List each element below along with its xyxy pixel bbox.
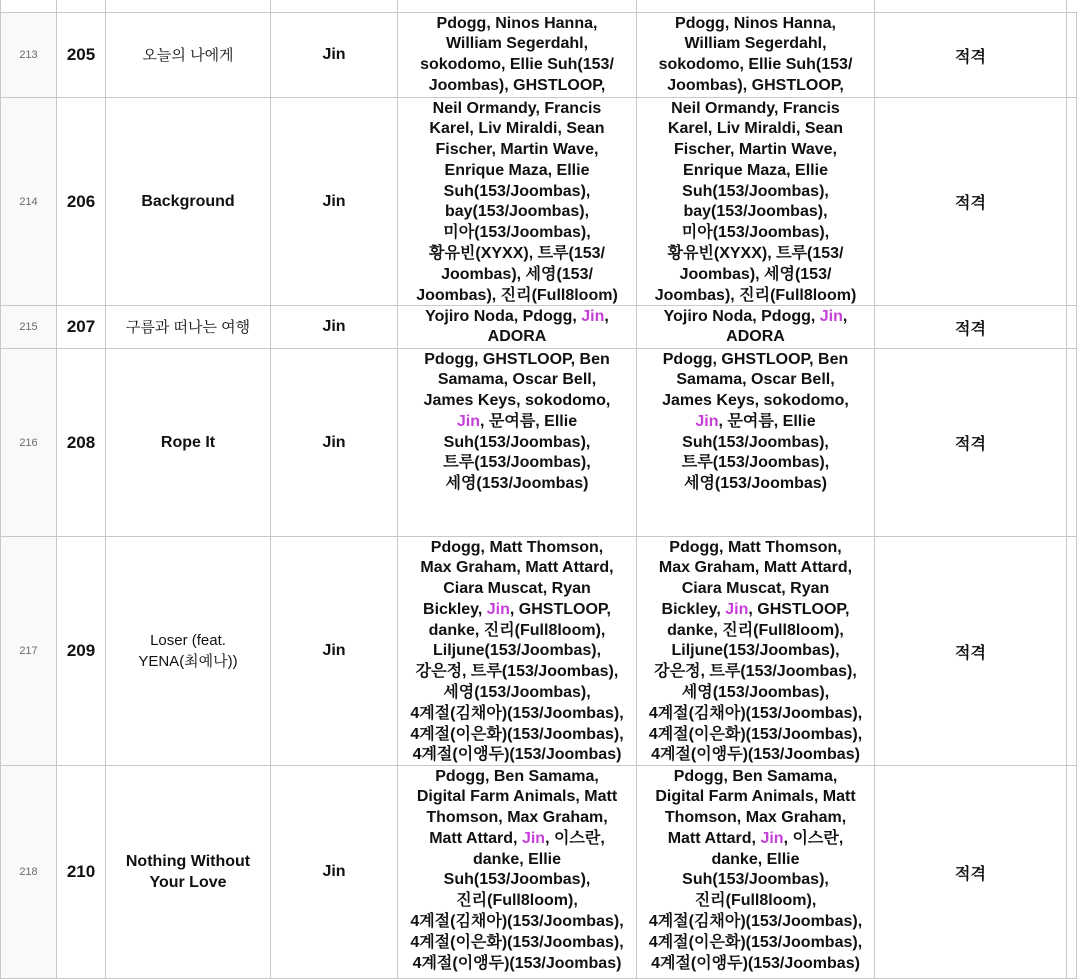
artist-name: Jin <box>322 642 346 659</box>
credits-line <box>637 412 874 433</box>
song-number-cell[interactable] <box>57 349 106 537</box>
credits-line <box>398 808 636 829</box>
credits-line <box>637 579 874 600</box>
row-number: 217 <box>19 645 38 657</box>
credits-line <box>398 412 636 433</box>
row-number: 218 <box>19 866 38 878</box>
credits-text <box>637 767 874 978</box>
song-title-line: 구름과 떠나는 여행 <box>125 318 251 336</box>
credits-line <box>637 370 874 391</box>
credits-segment: Pdogg, GHSTLOOP, Ben <box>424 350 610 368</box>
credits-segment: 미아(153/Joombas), <box>443 224 591 242</box>
credits-line <box>398 453 636 474</box>
credits-line <box>398 558 636 579</box>
song-title-line: Loser (feat. <box>150 632 226 649</box>
eligibility-status: 적격 <box>955 436 986 453</box>
credits-segment: , <box>604 307 609 325</box>
song-number: 208 <box>66 432 96 452</box>
credits-line <box>637 76 874 97</box>
credits-line <box>398 621 636 642</box>
eligibility-cell[interactable] <box>875 306 1067 349</box>
highlighted-name: Jin <box>760 829 784 847</box>
credits-line <box>398 787 636 808</box>
row-header[interactable] <box>1 537 57 766</box>
credits-segment: Fischer, Martin Wave, <box>435 141 599 159</box>
credits-line <box>398 433 636 454</box>
eligibility-cell[interactable] <box>875 766 1067 979</box>
previous-row-gridlines <box>0 0 1076 12</box>
credits-segment: Suh(153/Joombas), <box>682 871 829 889</box>
credits-segment: danke, Ellie <box>472 850 562 868</box>
credits-segment: Pdogg, Matt Thomson, <box>430 538 604 556</box>
artist-name: Jin <box>322 192 346 210</box>
row-number: 215 <box>19 321 38 333</box>
artist-name: Jin <box>322 46 346 63</box>
credits-segment: William Segerdahl, <box>684 35 827 53</box>
song-title-line: YENA(최예나)) <box>138 653 238 670</box>
artist-cell[interactable] <box>271 349 398 537</box>
credits-segment: , GHSTLOOP, <box>748 600 850 618</box>
credits-segment: Thomson, Max Graham, <box>426 809 608 827</box>
eligibility-cell[interactable] <box>875 537 1067 766</box>
lyricist-cell[interactable] <box>398 537 637 766</box>
table-row <box>1 13 1077 98</box>
credits-text <box>398 14 636 97</box>
credits-segment: 세영(153/Joombas), <box>443 684 591 702</box>
row-number: 214 <box>19 195 38 208</box>
credits-segment: Yojiro Noda, Pdogg, <box>425 307 582 325</box>
credits-line <box>398 182 636 203</box>
credits-line <box>398 725 636 746</box>
credits-line <box>637 829 874 850</box>
credits-line <box>637 808 874 829</box>
credits-segment: Digital Farm Animals, Matt <box>416 788 618 806</box>
eligibility-cell[interactable] <box>875 349 1067 537</box>
artist-cell[interactable] <box>271 306 398 349</box>
lyricist-cell[interactable] <box>398 349 637 537</box>
credits-segment: , 이스란, <box>545 829 605 847</box>
credits-segment: 세영(153/Joombas) <box>684 475 827 493</box>
lyricist-cell[interactable] <box>398 13 637 98</box>
credits-line <box>398 683 636 704</box>
credits-line <box>637 787 874 808</box>
credits-segment: Ciara Muscat, Ryan <box>443 580 591 598</box>
lyricist-cell[interactable] <box>398 766 637 979</box>
table-row <box>1 306 1077 349</box>
credits-line <box>398 370 636 391</box>
credits-line <box>398 704 636 725</box>
lyricist-cell[interactable] <box>398 306 637 349</box>
credits-segment: Ciara Muscat, Ryan <box>681 580 830 598</box>
credits-line <box>398 850 636 871</box>
credits-segment: 세영(153/Joombas), <box>681 684 830 702</box>
credits-line <box>637 538 874 559</box>
credits-segment: James Keys, sokodomo, <box>423 392 611 410</box>
credits-line <box>637 391 874 412</box>
credits-line <box>398 870 636 891</box>
credits-line <box>637 725 874 746</box>
credits-line <box>398 99 636 120</box>
credits-segment: Suh(153/Joombas), <box>443 182 591 200</box>
credits-segment: 진리(Full8loom), <box>694 892 817 910</box>
row-number: 216 <box>19 436 38 449</box>
credits-line <box>637 327 874 348</box>
song-title-cell[interactable] <box>106 13 271 98</box>
credits-segment: Pdogg, Ben Samama, <box>435 767 599 785</box>
credits-line <box>637 433 874 454</box>
credits-segment: bay(153/Joombas), <box>683 203 828 221</box>
credits-line <box>398 223 636 244</box>
credits-segment: Pdogg, Ninos Hanna, <box>675 14 836 32</box>
song-registration-table <box>0 12 1077 979</box>
table-row <box>1 766 1077 979</box>
credits-line <box>398 14 636 35</box>
credits-segment: Suh(153/Joombas), <box>443 433 591 451</box>
credits-segment: danke, 진리(Full8loom), <box>428 621 606 639</box>
credits-segment: Matt Attard, <box>667 829 761 847</box>
credits-line <box>398 933 636 954</box>
song-number-cell[interactable] <box>57 98 106 306</box>
song-title-line: Background <box>141 193 235 210</box>
credits-segment: Neil Ormandy, Francis <box>432 99 602 117</box>
credits-segment: 4계절(김채아)(153/Joombas), <box>648 913 863 931</box>
credits-segment: 미아(153/Joombas), <box>681 224 830 242</box>
credits-segment: danke, 진리(Full8loom), <box>667 621 844 639</box>
credits-line <box>398 767 636 788</box>
credits-line <box>637 704 874 725</box>
credits-segment: 트루(153/Joombas), <box>443 454 591 472</box>
credits-segment: , 문여름, Ellie <box>480 412 578 430</box>
credits-line <box>398 119 636 140</box>
credits-segment: Samama, Oscar Bell, <box>676 371 835 389</box>
credits-segment: Max Graham, Matt Attard, <box>658 559 853 577</box>
credits-line <box>398 474 636 495</box>
credits-segment: Joombas), GHSTLOOP, <box>667 76 844 94</box>
credits-segment: 4계절(김채아)(153/Joombas), <box>648 704 863 722</box>
artist-name: Jin <box>322 318 346 335</box>
credits-line <box>398 140 636 161</box>
composer-cell[interactable] <box>637 306 875 349</box>
credits-segment: Liljune(153/Joombas), <box>671 642 840 660</box>
highlighted-name: Jin <box>456 412 481 430</box>
highlighted-name: Jin <box>521 829 546 847</box>
artist-cell[interactable] <box>271 98 398 306</box>
credits-text <box>398 767 636 978</box>
eligibility-status: 적격 <box>955 865 986 883</box>
composer-cell[interactable] <box>637 766 875 979</box>
credits-line <box>398 600 636 621</box>
credits-segment: Neil Ormandy, Francis <box>671 99 840 117</box>
credits-segment: bay(153/Joombas), <box>444 203 590 221</box>
credits-segment: Pdogg, Matt Thomson, <box>669 538 842 556</box>
credits-segment: 4계절(이은화)(153/Joombas), <box>648 725 863 743</box>
highlighted-name: Jin <box>486 600 510 618</box>
credits-segment: Enrique Maza, Ellie <box>683 161 828 179</box>
composer-cell[interactable] <box>637 537 875 766</box>
credits-line <box>637 474 874 495</box>
song-title-line: Rope It <box>160 434 216 451</box>
credits-text <box>398 307 636 348</box>
credits-line <box>398 579 636 600</box>
song-title-cell[interactable] <box>106 766 271 979</box>
song-title-cell[interactable] <box>106 349 271 537</box>
eligibility-status: 적격 <box>955 48 986 66</box>
credits-line <box>398 391 636 412</box>
credits-line <box>637 350 874 371</box>
eligibility-cell[interactable] <box>875 13 1067 98</box>
credits-segment: 4계절(이앵두)(153/Joombas) <box>651 746 860 764</box>
credits-line <box>398 954 636 975</box>
highlighted-name: Jin <box>695 412 719 430</box>
highlighted-name: Jin <box>581 307 605 325</box>
credits-line <box>398 244 636 265</box>
credits-text <box>637 538 874 765</box>
credits-line <box>637 265 874 286</box>
credits-segment: Max Graham, Matt Attard, <box>420 559 614 577</box>
eligibility-status: 적격 <box>955 320 986 338</box>
song-number-cell[interactable] <box>57 306 106 349</box>
credits-text <box>398 538 636 765</box>
credits-line <box>637 954 874 975</box>
credits-segment: 4계절(김채아)(153/Joombas), <box>410 913 624 931</box>
credits-line <box>398 34 636 55</box>
credits-line <box>637 621 874 642</box>
credits-segment: Thomson, Max Graham, <box>664 809 847 827</box>
song-number: 210 <box>66 862 96 881</box>
credits-line <box>398 55 636 76</box>
credits-line <box>637 745 874 766</box>
credits-line <box>398 912 636 933</box>
table-row <box>1 537 1077 766</box>
credits-segment: William Segerdahl, <box>445 35 589 53</box>
row-number: 213 <box>19 49 38 61</box>
credits-text <box>398 350 636 536</box>
composer-cell[interactable] <box>637 13 875 98</box>
credits-line <box>637 870 874 891</box>
credits-segment: Liljune(153/Joombas), <box>432 642 602 660</box>
song-title-line: 오늘의 나에게 <box>142 46 234 64</box>
credits-segment: Karel, Liv Miraldi, Sean <box>667 120 844 138</box>
next-column-edge[interactable] <box>1067 766 1077 979</box>
credits-line <box>398 265 636 286</box>
highlighted-name: Jin <box>725 600 749 618</box>
credits-segment: 세영(153/Joombas) <box>445 475 589 493</box>
credits-segment: Pdogg, GHSTLOOP, Ben <box>662 350 849 368</box>
credits-segment: Enrique Maza, Ellie <box>444 161 590 179</box>
row-header[interactable] <box>1 766 57 979</box>
next-column-edge[interactable] <box>1067 306 1077 349</box>
song-number-cell[interactable] <box>57 537 106 766</box>
artist-cell[interactable] <box>271 766 398 979</box>
credits-segment: Joombas), 세영(153/ <box>441 265 593 283</box>
credits-segment: 4계절(이은화)(153/Joombas), <box>648 933 863 951</box>
credits-line <box>637 99 874 120</box>
credits-line <box>637 558 874 579</box>
eligibility-status: 적격 <box>955 644 986 662</box>
song-title-line: Your Love <box>149 874 227 891</box>
credits-segment: 황유빈(XYXX), 트루(153/ <box>429 245 605 263</box>
credits-segment: 강은정, 트루(153/Joombas), <box>415 663 619 681</box>
row-header[interactable] <box>1 349 57 537</box>
credits-segment: Joombas), 진리(Full8loom) <box>416 286 618 304</box>
next-column-edge[interactable] <box>1067 98 1077 306</box>
row-header[interactable] <box>1 98 57 306</box>
credits-segment: Yojiro Noda, Pdogg, <box>663 307 820 325</box>
credits-segment: 4계절(이앵두)(153/Joombas) <box>412 954 622 972</box>
credits-segment: Suh(153/Joombas), <box>443 871 591 889</box>
artist-name: Jin <box>322 863 346 880</box>
credits-segment: Suh(153/Joombas), <box>682 433 829 451</box>
credits-text <box>637 99 874 305</box>
credits-line <box>398 538 636 559</box>
credits-line <box>637 933 874 954</box>
credits-segment: 강은정, 트루(153/Joombas), <box>654 663 857 681</box>
credits-segment: ADORA <box>726 328 785 346</box>
credits-text <box>637 307 874 348</box>
credits-segment: 4계절(이은화)(153/Joombas), <box>410 933 624 951</box>
credits-segment: , GHSTLOOP, <box>509 600 611 618</box>
artist-cell[interactable] <box>271 13 398 98</box>
credits-segment: Joombas), 세영(153/ <box>679 265 832 283</box>
credits-segment: Matt Attard, <box>429 829 522 847</box>
credits-text <box>398 99 636 305</box>
credits-segment: 진리(Full8loom), <box>456 892 578 910</box>
credits-segment: danke, Ellie <box>711 850 800 868</box>
credits-line <box>398 161 636 182</box>
credits-line <box>637 14 874 35</box>
eligibility-status: 적격 <box>955 195 986 212</box>
credits-segment: ADORA <box>487 328 547 346</box>
next-column-edge[interactable] <box>1067 13 1077 98</box>
credits-text <box>637 14 874 97</box>
table-row <box>1 349 1077 537</box>
credits-line <box>637 244 874 265</box>
song-number-cell[interactable] <box>57 13 106 98</box>
song-title-cell[interactable] <box>106 537 271 766</box>
credits-line <box>398 745 636 766</box>
credits-segment: 4계절(이은화)(153/Joombas), <box>410 725 624 743</box>
credits-line <box>637 161 874 182</box>
next-column-edge[interactable] <box>1067 537 1077 766</box>
credits-segment: Samama, Oscar Bell, <box>437 371 597 389</box>
credits-segment: Digital Farm Animals, Matt <box>655 788 856 806</box>
credits-segment: 4계절(이앵두)(153/Joombas) <box>412 746 622 764</box>
next-column-edge[interactable] <box>1067 349 1077 537</box>
row-header[interactable] <box>1 306 57 349</box>
table-row <box>1 98 1077 306</box>
credits-segment: sokodomo, Ellie Suh(153/ <box>658 56 853 74</box>
credits-segment: Fischer, Martin Wave, <box>673 141 837 159</box>
composer-cell[interactable] <box>637 349 875 537</box>
credits-line <box>637 912 874 933</box>
credits-line <box>637 453 874 474</box>
credits-line <box>637 891 874 912</box>
credits-segment: Karel, Liv Miraldi, Sean <box>429 120 605 138</box>
credits-line <box>398 307 636 328</box>
credits-line <box>637 34 874 55</box>
song-number-cell[interactable] <box>57 766 106 979</box>
credits-text <box>637 350 874 536</box>
credits-line <box>637 683 874 704</box>
credits-line <box>398 202 636 223</box>
credits-line <box>398 662 636 683</box>
credits-line <box>637 641 874 662</box>
credits-segment: Pdogg, Ben Samama, <box>673 767 838 785</box>
song-title-cell[interactable] <box>106 306 271 349</box>
credits-line <box>637 767 874 788</box>
credits-line <box>637 307 874 328</box>
credits-segment: 4계절(김채아)(153/Joombas), <box>410 704 624 722</box>
credits-segment: , <box>842 307 848 325</box>
credits-line <box>637 600 874 621</box>
eligibility-cell[interactable] <box>875 98 1067 306</box>
credits-line <box>637 140 874 161</box>
song-number: 207 <box>66 317 96 336</box>
credits-line <box>637 119 874 140</box>
song-number: 205 <box>66 45 96 64</box>
credits-line <box>398 286 636 307</box>
lyricist-cell[interactable] <box>398 98 637 306</box>
credits-segment: Bickley, <box>661 600 726 618</box>
credits-line <box>637 55 874 76</box>
credits-line <box>398 641 636 662</box>
credits-segment: Suh(153/Joombas), <box>682 182 829 200</box>
credits-line <box>637 223 874 244</box>
credits-segment: 트루(153/Joombas), <box>681 454 830 472</box>
credits-line <box>637 286 874 307</box>
credits-segment: , 이스란, <box>783 829 844 847</box>
credits-line <box>637 850 874 871</box>
credits-segment: Joombas), 진리(Full8loom) <box>654 286 857 304</box>
credits-segment: 황유빈(XYXX), 트루(153/ <box>667 245 844 263</box>
credits-line <box>398 891 636 912</box>
credits-line <box>398 327 636 348</box>
song-number: 206 <box>66 191 96 211</box>
song-title-cell[interactable] <box>106 98 271 306</box>
credits-line <box>398 76 636 97</box>
song-number: 209 <box>66 641 96 660</box>
artist-cell[interactable] <box>271 537 398 766</box>
credits-segment: sokodomo, Ellie Suh(153/ <box>420 56 614 74</box>
highlighted-name: Jin <box>819 307 843 325</box>
credits-segment: Pdogg, Ninos Hanna, <box>436 14 598 32</box>
credits-line <box>637 202 874 223</box>
credits-line <box>398 350 636 371</box>
credits-line <box>637 182 874 203</box>
credits-segment: , 문여름, Ellie <box>718 412 816 430</box>
composer-cell[interactable] <box>637 98 875 306</box>
artist-name: Jin <box>322 433 346 451</box>
credits-segment: Joombas), GHSTLOOP, <box>428 76 606 94</box>
row-header[interactable] <box>1 13 57 98</box>
credits-line <box>398 829 636 850</box>
credits-segment: 4계절(이앵두)(153/Joombas) <box>651 954 860 972</box>
credits-segment: Bickley, <box>423 600 487 618</box>
credits-segment: James Keys, sokodomo, <box>662 392 849 410</box>
song-title-line: Nothing Without <box>125 853 251 870</box>
credits-line <box>637 662 874 683</box>
